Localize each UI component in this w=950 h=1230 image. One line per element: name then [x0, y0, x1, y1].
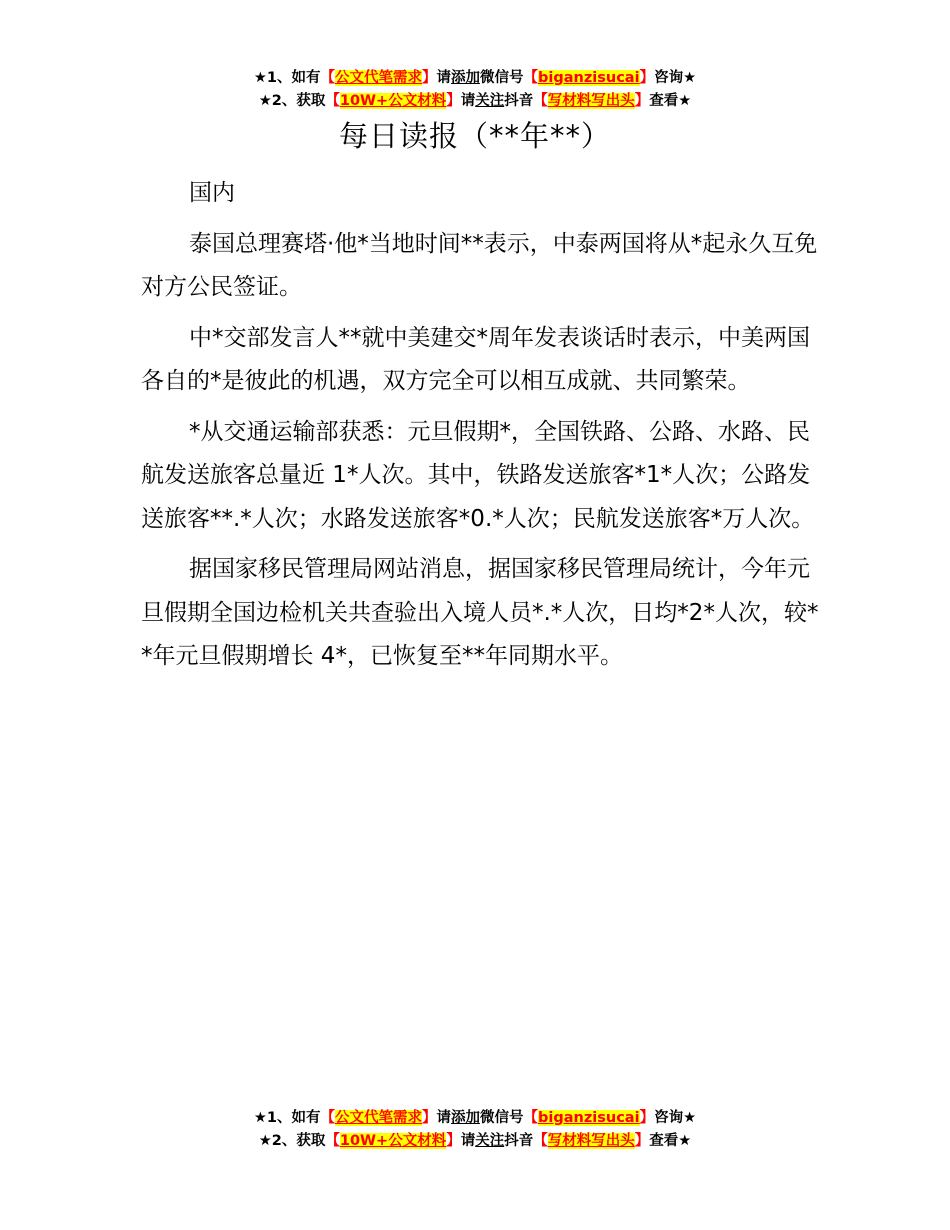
highlight-wechat-id: biganzisucai: [538, 70, 640, 86]
bracket: 】: [446, 93, 461, 109]
bracket: 】: [422, 1110, 437, 1126]
bracket: 【: [320, 70, 336, 86]
news-paragraph: 泰国总理赛塔·他*当地时间**表示，中泰两国将从*起永久互免对方公民签证。: [141, 230, 818, 300]
banner-line-1: [0, 1107, 950, 1130]
bracket: 】: [639, 1110, 655, 1126]
footer-banner: [0, 1107, 950, 1153]
banner-text: 咨询★: [654, 70, 697, 86]
highlight-wechat-id: biganzisucai: [538, 1110, 640, 1126]
banner-underlined: 关注: [475, 1133, 505, 1149]
banner-underlined: 添加: [451, 1110, 481, 1126]
banner-underlined: 关注: [475, 93, 505, 109]
bracket: 【: [320, 1110, 336, 1126]
banner-text: ★1、如有: [253, 1110, 321, 1126]
bracket: 【: [523, 70, 539, 86]
banner-text: ★2、获取: [258, 93, 326, 109]
section-heading: 国内: [189, 180, 235, 206]
bracket: 【: [533, 1133, 548, 1149]
banner-line-1: [0, 67, 950, 90]
bracket: 【: [325, 93, 340, 109]
banner-text: 微信号: [480, 70, 524, 86]
banner-text: 请: [436, 70, 452, 86]
banner-text: 抖音: [504, 93, 534, 109]
news-paragraph: 中*交部发言人**就中美建交*周年发表谈话时表示，中美两国各自的*是彼此的机遇，双方完全可以相互成就、共同繁荣。: [141, 324, 810, 394]
bracket: 】: [634, 1133, 650, 1149]
banner-text: 请: [436, 1110, 452, 1126]
banner-text: 查看★: [649, 93, 692, 109]
highlight-ghostwriting: 公文代笔需求: [335, 1110, 423, 1126]
document-body: [141, 172, 821, 686]
header-banner: [0, 67, 950, 113]
bracket: 【: [325, 1133, 340, 1149]
banner-underlined: 添加: [451, 70, 481, 86]
banner-line-2: [0, 1130, 950, 1153]
bracket: 【: [523, 1110, 539, 1126]
highlight-materials: 10W+公文材料: [339, 1133, 447, 1149]
banner-text: 查看★: [649, 1133, 692, 1149]
bracket: 】: [634, 93, 650, 109]
banner-text: ★2、获取: [258, 1133, 326, 1149]
banner-text: 咨询★: [654, 1110, 697, 1126]
news-paragraph: *从交通运输部获悉：元旦假期*，全国铁路、公路、水路、民航发送旅客总量近 1*人次。其中，铁路发送旅客*1*人次；公路发送旅客**.*人次；水路发送旅客*0.*人次；民航发送旅客*万人次。: [141, 418, 815, 532]
highlight-douyin-account: 写材料写出头: [547, 1133, 635, 1149]
document-title: 每日读报（**年**）: [338, 119, 611, 153]
bracket: 】: [446, 1133, 461, 1149]
banner-text: 请: [460, 1133, 476, 1149]
banner-text: ★1、如有: [253, 70, 321, 86]
bracket: 【: [533, 93, 548, 109]
banner-text: 抖音: [504, 1133, 534, 1149]
bracket: 】: [639, 70, 655, 86]
news-paragraph: 据国家移民管理局网站消息，据国家移民管理局统计，今年元旦假期全国边检机关共查验出入境人员*.*人次，日均*2*人次，较**年元旦假期增长 4*，已恢复至**年同期水平。: [141, 556, 819, 669]
highlight-materials: 10W+公文材料: [339, 93, 447, 109]
banner-text: 微信号: [480, 1110, 524, 1126]
highlight-douyin-account: 写材料写出头: [547, 93, 635, 109]
banner-text: 请: [460, 93, 476, 109]
banner-line-2: [0, 90, 950, 113]
bracket: 】: [422, 70, 437, 86]
highlight-ghostwriting: 公文代笔需求: [335, 70, 423, 86]
